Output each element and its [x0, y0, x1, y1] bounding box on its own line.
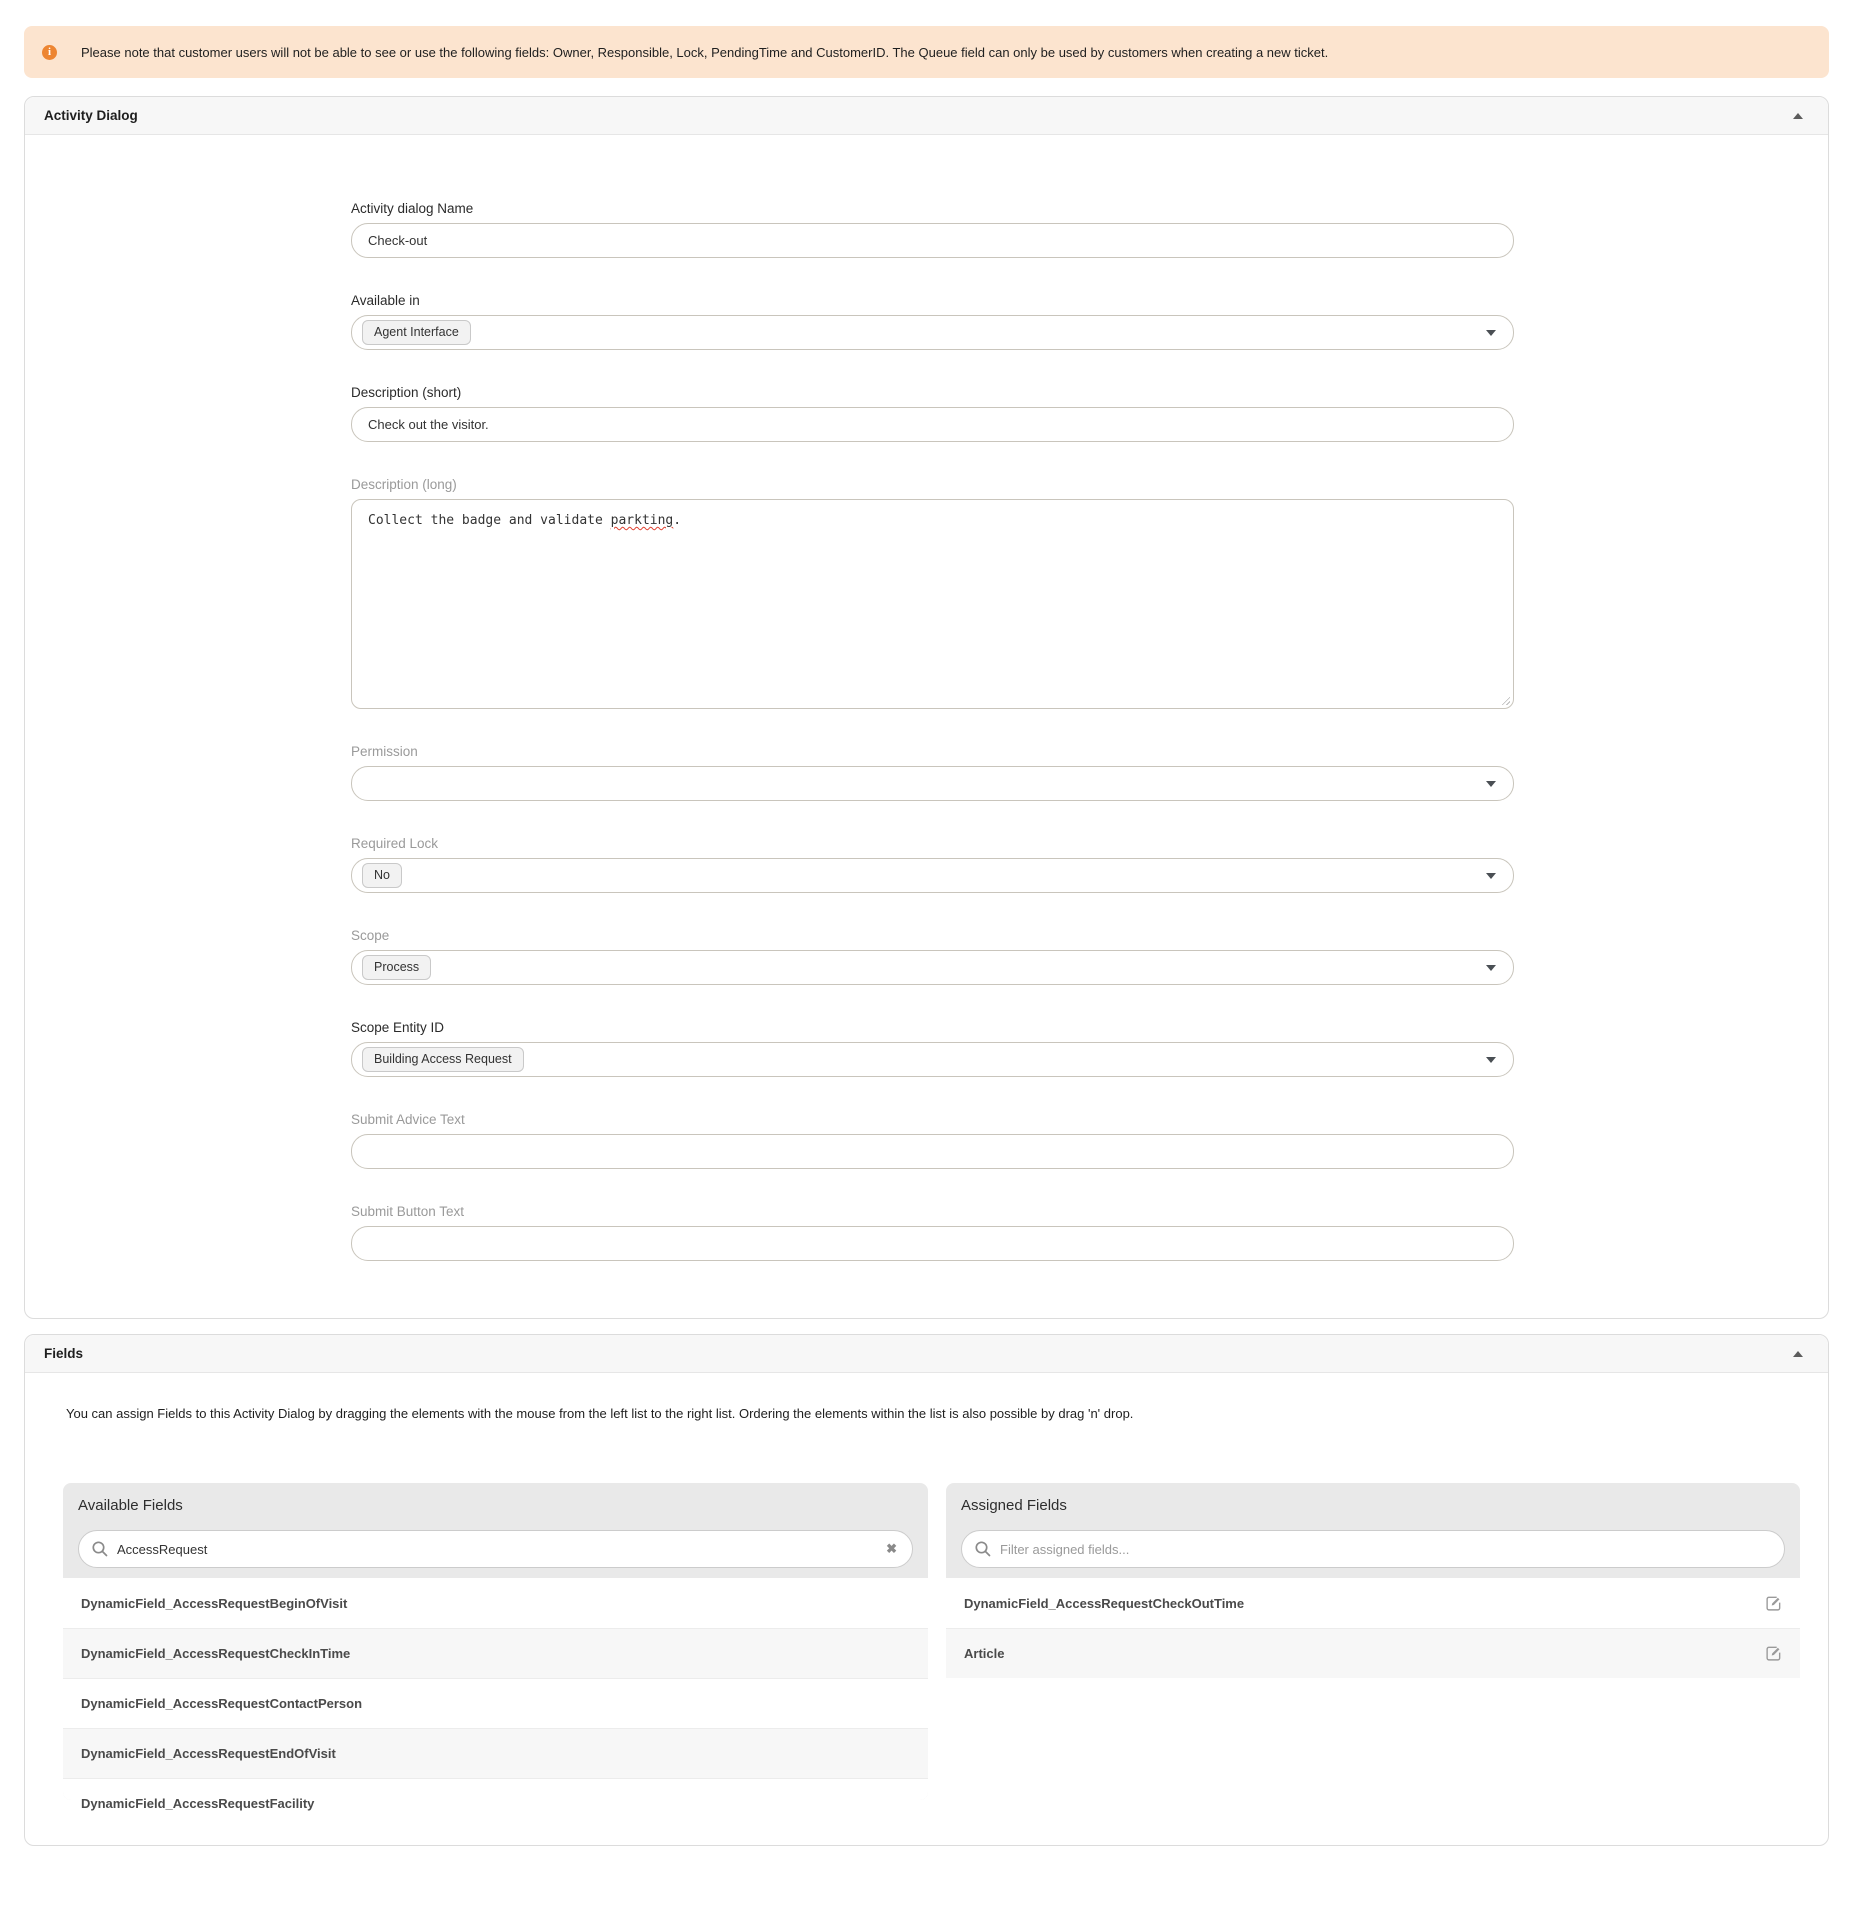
list-item[interactable] — [63, 1628, 928, 1678]
scope-label: Scope — [351, 928, 390, 943]
chevron-down-icon[interactable] — [1486, 873, 1496, 879]
edit-icon[interactable] — [1765, 1595, 1782, 1612]
list-item-label: Article — [964, 1646, 1005, 1661]
misspelled-word: parkting — [610, 513, 674, 528]
required-lock-selected-chip[interactable]: No — [362, 863, 402, 888]
notice-banner — [24, 26, 1829, 78]
available-in-label: Available in — [351, 293, 420, 308]
activity-dialog-form — [25, 135, 1828, 1318]
resize-grip-icon[interactable] — [1499, 694, 1510, 705]
available-fields-panel — [63, 1483, 928, 1811]
activity-dialog-header[interactable] — [25, 97, 1828, 135]
description-short-input[interactable] — [351, 407, 1514, 442]
available-in-select[interactable] — [351, 315, 1514, 350]
info-icon: i — [42, 45, 57, 60]
scope-entity-id-select[interactable] — [351, 1042, 1514, 1077]
permission-select[interactable] — [351, 766, 1514, 801]
chevron-up-icon[interactable] — [1793, 113, 1803, 119]
chevron-down-icon[interactable] — [1486, 965, 1496, 971]
available-in-selected-chip[interactable]: Agent Interface — [362, 320, 471, 345]
list-item-label: DynamicField_AccessRequestContactPerson — [81, 1696, 363, 1711]
submit-button-text-label: Submit Button Text — [351, 1204, 465, 1219]
list-item-label: DynamicField_AccessRequestCheckOutTime — [964, 1595, 1245, 1611]
fields-description: You can assign Fields to this Activity Dialog by dragging the elements with the mouse from the left list to the right list. Ordering the elements within the list is also possible by drag 'n' drop. — [66, 1406, 1134, 1421]
list-item[interactable] — [63, 1578, 928, 1628]
name-input[interactable] — [351, 223, 1514, 258]
assigned-fields-title: Assigned Fields — [961, 1497, 1067, 1514]
edit-icon[interactable] — [1765, 1645, 1782, 1662]
list-item-label: DynamicField_AccessRequestEndOfVisit — [81, 1746, 336, 1761]
assigned-fields-list — [946, 1578, 1800, 1678]
list-item[interactable] — [63, 1678, 928, 1728]
description-short-label: Description (short) — [351, 385, 462, 400]
permission-label: Permission — [351, 744, 418, 759]
search-icon — [974, 1540, 992, 1558]
fields-widget — [24, 1334, 1829, 1846]
list-item-label: DynamicField_AccessRequestBeginOfVisit — [81, 1595, 348, 1611]
fields-header[interactable] — [25, 1335, 1828, 1373]
search-icon — [91, 1540, 109, 1558]
scope-entity-id-label: Scope Entity ID — [351, 1020, 445, 1035]
activity-dialog-widget — [24, 96, 1829, 1319]
description-long-label: Description (long) — [351, 477, 457, 492]
clear-icon[interactable]: ✖ — [886, 1541, 897, 1556]
chevron-down-icon[interactable] — [1486, 1057, 1496, 1063]
assigned-fields-filter-input[interactable] — [961, 1530, 1785, 1568]
assigned-fields-panel — [946, 1483, 1800, 1678]
chevron-down-icon[interactable] — [1486, 781, 1496, 787]
available-fields-list — [63, 1578, 928, 1811]
submit-advice-text-input[interactable] — [351, 1134, 1514, 1169]
activity-dialog-title: Activity Dialog — [44, 108, 138, 123]
list-item[interactable] — [946, 1628, 1800, 1678]
available-fields-title: Available Fields — [78, 1497, 183, 1514]
required-lock-select[interactable] — [351, 858, 1514, 893]
submit-advice-text-label: Submit Advice Text — [351, 1112, 465, 1127]
notice-text: Please note that customer users will not be able to see or use the following fields: Owner, Responsible, Lock, PendingTime and CustomerID. The Queue field can only be used by customers when creating a new ticket. — [81, 44, 1329, 60]
chevron-up-icon[interactable] — [1793, 1351, 1803, 1357]
list-item[interactable] — [63, 1778, 928, 1828]
description-long-textarea[interactable] — [351, 499, 1514, 709]
scope-selected-chip[interactable]: Process — [362, 955, 431, 980]
list-item[interactable] — [946, 1578, 1800, 1628]
list-item-label: DynamicField_AccessRequestCheckInTime — [81, 1646, 351, 1661]
available-fields-search-input[interactable] — [78, 1530, 913, 1568]
name-label: Activity dialog Name — [351, 201, 474, 216]
scope-select[interactable] — [351, 950, 1514, 985]
submit-button-text-input[interactable] — [351, 1226, 1514, 1261]
required-lock-label: Required Lock — [351, 836, 439, 851]
fields-title: Fields — [44, 1346, 84, 1361]
scope-entity-id-selected-chip[interactable]: Building Access Request — [362, 1047, 524, 1072]
description-long-text-end: . — [673, 513, 682, 528]
description-long-text: Collect the badge and validate — [368, 513, 611, 528]
chevron-down-icon[interactable] — [1486, 330, 1496, 336]
list-item-label: DynamicField_AccessRequestFacility — [81, 1796, 315, 1811]
list-item[interactable] — [63, 1728, 928, 1778]
